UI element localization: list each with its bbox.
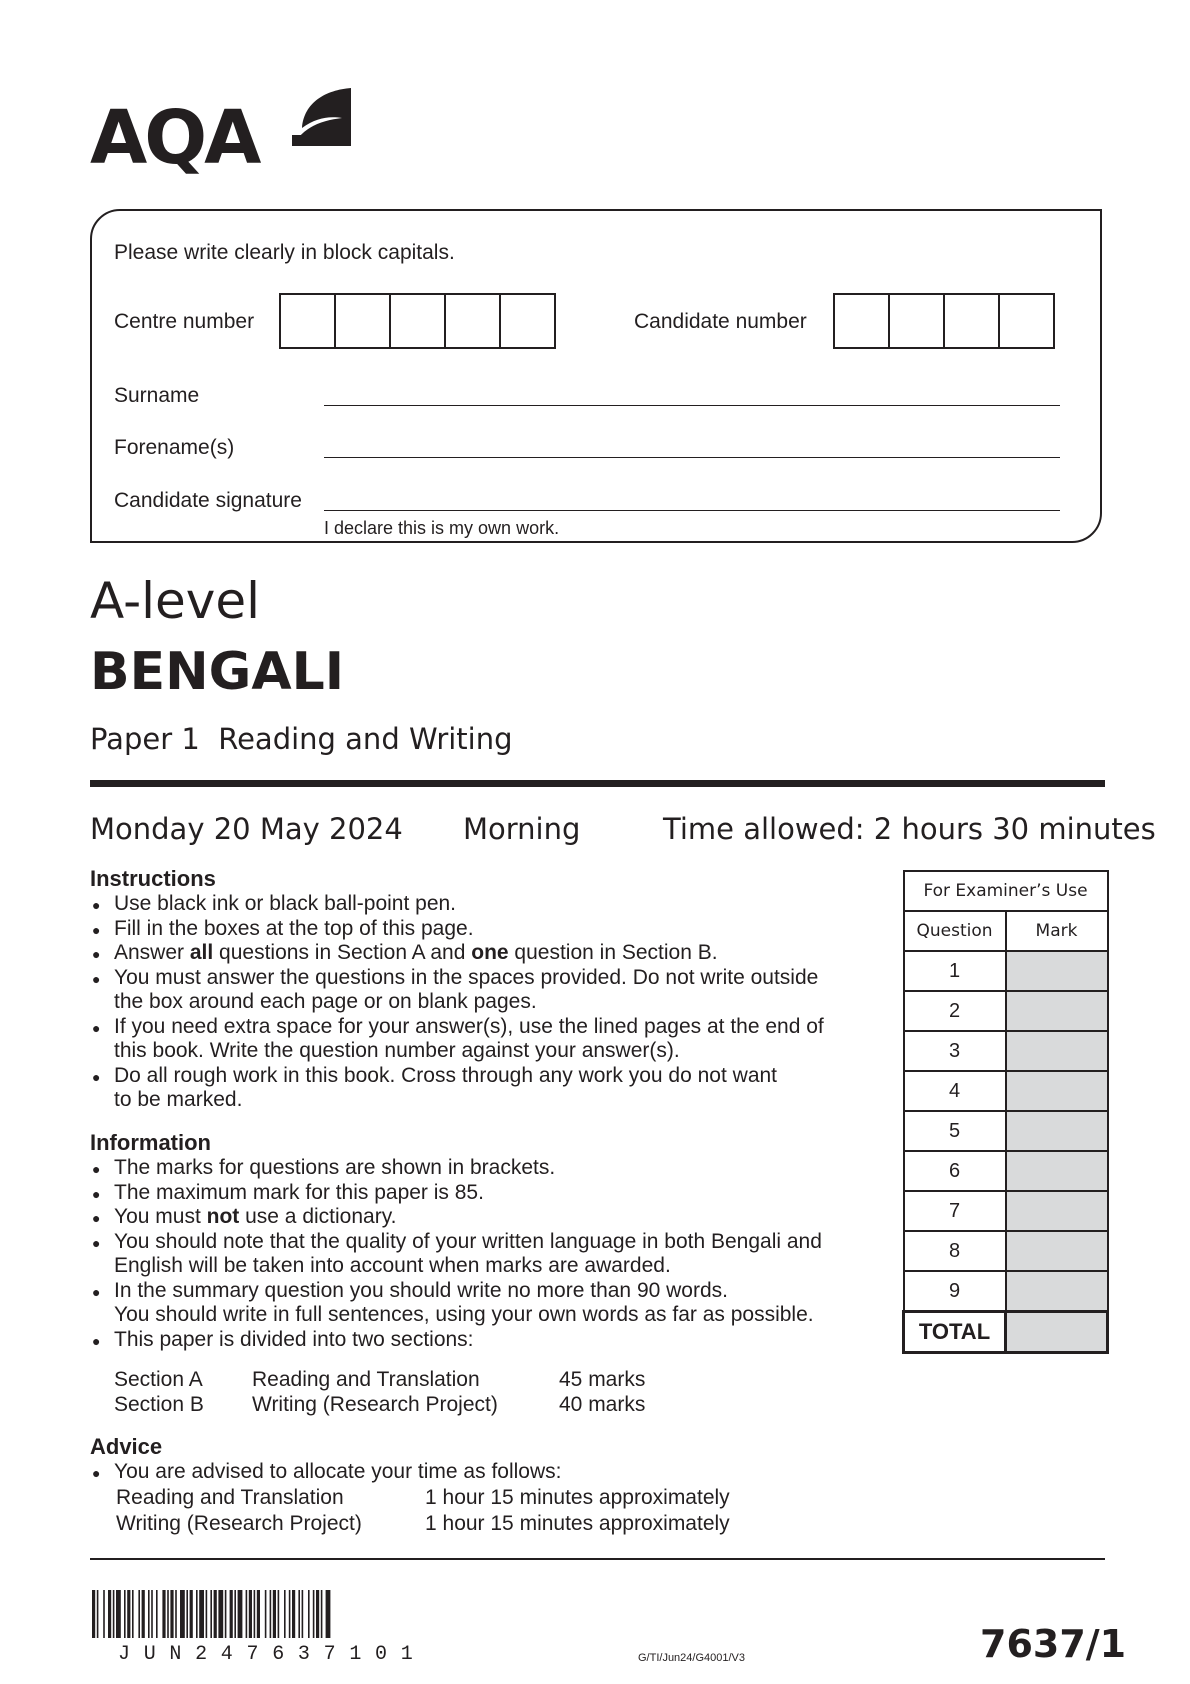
table-row [904,1191,1108,1231]
question-column-header: Question [904,911,1006,951]
centre-number-label: Centre number [114,310,255,333]
advice-time-1: 1 hour 15 minutes approximately [425,1486,730,1509]
signature-label: Candidate signature [114,489,302,512]
barcode-bar [225,1590,227,1638]
text-span: If you need extra space for your answer(s), use the lined pages at the end of [114,1014,824,1038]
mark-cell [1006,1231,1108,1271]
barcode-bar [127,1590,130,1638]
paper-code: 7637/1 [980,1622,1127,1666]
barcode-bar [206,1590,208,1638]
advice-list [90,1460,890,1485]
barcode-bar [254,1590,256,1638]
barcode-bar [151,1590,153,1638]
list-item: ● The maximum mark for this paper is 85. [90,1181,890,1206]
mark-cell [1006,951,1108,991]
table-row [904,951,1108,991]
list-item [90,1015,890,1064]
mark-column-header: Mark [1006,911,1108,951]
total-mark-cell [1006,1312,1108,1353]
mark-cell [1006,1151,1108,1191]
barcode-bar [273,1590,276,1638]
list-item: ● This paper is divided into two sections: [90,1328,890,1353]
table-row [904,991,1108,1031]
text-span: You must answer the questions in the spaces provided. Do not write outside [114,965,819,989]
question-number: 1 [904,951,1006,991]
text-span: English will be taken into account when marks are awarded. [114,1254,671,1277]
barcode-bar [292,1590,295,1638]
information-list [90,1156,890,1352]
question-number: 8 [904,1231,1006,1271]
barcode-bar [142,1590,145,1638]
question-number: 3 [904,1031,1006,1071]
candidate-number-label: Candidate number [634,310,807,333]
emphasis-all: all [189,941,214,964]
list-item: ● Use black ink or black ball-point pen. [90,892,890,917]
barcode-bar [234,1590,236,1638]
barcode-bar [289,1590,291,1638]
centre-digit-box[interactable] [389,293,446,349]
instructions-heading: Instructions [90,866,216,891]
instructions-list [90,892,890,1113]
advice-heading: Advice [90,1434,163,1459]
section-b-name: Section B [114,1393,204,1416]
centre-number-boxes[interactable] [279,293,556,349]
question-number: 6 [904,1151,1006,1191]
centre-digit-box[interactable] [444,293,501,349]
list-item [90,941,890,966]
barcode-bar [326,1590,331,1638]
list-item: ● Fill in the boxes at the top of this page. [90,917,890,942]
barcode-bar [138,1590,140,1638]
candidate-number-boxes[interactable] [833,293,1055,349]
paper-title: Paper 1 Reading and Writing [90,722,513,756]
barcode-bar [265,1590,267,1638]
text-span: In the summary question you should write no more than 90 words. [114,1278,728,1302]
table-row [904,1071,1108,1111]
advice-task-1: Reading and Translation [116,1486,344,1509]
aqa-logo [90,88,360,188]
text-span: the box around each page or on blank pages. [114,990,537,1013]
question-number: 5 [904,1111,1006,1151]
total-row [904,1312,1108,1353]
barcode-bar [230,1590,233,1638]
barcode-bar [175,1590,177,1638]
barcode-bar [278,1590,280,1638]
barcode-bar [284,1590,286,1638]
text-span: You must [114,1205,207,1228]
barcode-bar [167,1590,169,1638]
footer-divider [90,1558,1105,1560]
mark-cell [1006,991,1108,1031]
information-heading: Information [90,1130,211,1155]
question-number: 2 [904,991,1006,1031]
barcode-bar [180,1590,185,1638]
document-reference: G/TI/Jun24/G4001/V3 [638,1652,746,1664]
barcode-bar [308,1590,310,1638]
text-span: Answer [114,941,190,964]
table-row [904,1151,1108,1191]
barcode-bar [238,1590,243,1638]
barcode-bar [92,1590,95,1638]
qualification-level: A-level [90,572,261,630]
barcode-bar [218,1590,223,1638]
list-item: ● You are advised to allocate your time as follows: [90,1460,890,1485]
barcode-bar [257,1590,260,1638]
centre-digit-box[interactable] [499,293,556,349]
emphasis-one: one [471,941,509,964]
section-b-title: Writing (Research Project) [252,1393,498,1416]
barcode-bar [190,1590,193,1638]
list-item [90,1064,890,1113]
barcode-bar [270,1590,272,1638]
mark-cell [1006,1271,1108,1312]
barcode-bar [156,1590,158,1638]
centre-digit-box[interactable] [334,293,391,349]
barcode-bar [186,1590,188,1638]
barcode-bar [132,1590,134,1638]
barcode-bar [214,1590,217,1638]
question-number: 4 [904,1071,1006,1111]
mark-cell [1006,1111,1108,1151]
text-span: question in Section B. [508,941,718,964]
list-item [90,966,890,1015]
mark-cell [1006,1191,1108,1231]
advice-task-2: Writing (Research Project) [116,1512,362,1535]
text-span: questions in Section A and [213,941,472,964]
total-label: TOTAL [904,1312,1006,1353]
barcode-bar [321,1590,323,1638]
declaration-text: I declare this is my own work. [324,518,560,538]
mark-cell [1006,1071,1108,1111]
exam-date: Monday 20 May 2024 [90,812,403,846]
barcode-bar [103,1590,105,1638]
candidate-digit-box[interactable] [888,293,945,349]
examiner-use-table [902,870,1109,1354]
barcode-bar [116,1590,121,1638]
barcode-bar [249,1590,252,1638]
barcode-bar [210,1590,212,1638]
text-span: use a dictionary. [239,1205,397,1228]
list-item: ● The marks for questions are shown in brackets. [90,1156,890,1181]
question-number: 9 [904,1271,1006,1312]
barcode-bar [124,1590,126,1638]
leaf-icon [292,88,352,148]
text-span: to be marked. [114,1088,243,1111]
forename-label: Forename(s) [114,436,235,459]
list-item [90,1279,890,1328]
barcode-bar [170,1590,173,1638]
barcode-bar [108,1590,111,1638]
examiner-table-header: For Examiner’s Use [904,871,1108,911]
section-b-marks: 40 marks [559,1393,646,1416]
table-row [904,1231,1108,1271]
question-number: 7 [904,1191,1006,1231]
list-item [90,1230,890,1279]
barcode-bar [148,1590,150,1638]
barcode-bar [246,1590,248,1638]
barcode-image [92,1590,472,1638]
forename-field[interactable] [324,457,1060,458]
section-a-title: Reading and Translation [252,1368,480,1391]
barcode-bar [113,1590,115,1638]
text-span: this book. Write the question number against your answer(s). [114,1039,680,1062]
surname-label: Surname [114,384,200,407]
mark-cell [1006,1031,1108,1071]
barcode-bar [199,1590,204,1638]
time-allowed: Time allowed: 2 hours 30 minutes [663,812,1156,846]
text-span: Do all rough work in this book. Cross through any work you do not want [114,1063,778,1087]
barcode-bar [97,1590,99,1638]
emphasis-not: not [206,1205,240,1228]
text-span: You should note that the quality of your written language in both Bengali and [114,1229,822,1253]
barcode-number: JUN247637101 [118,1643,427,1666]
table-row [904,1031,1108,1071]
section-a-marks: 45 marks [559,1368,646,1391]
centre-digit-box[interactable] [279,293,336,349]
barcode-bar [313,1590,315,1638]
aqa-logo-text: AQA [90,95,259,181]
block-capitals-instruction: Please write clearly in block capitals. [114,241,455,264]
barcode-bar [196,1590,198,1638]
candidate-digit-box[interactable] [943,293,1000,349]
table-row [904,1111,1108,1151]
candidate-digit-box[interactable] [998,293,1055,349]
title-divider [90,780,1105,787]
barcode-bar [302,1590,304,1638]
exam-session: Morning [463,812,581,846]
barcode-bar [162,1590,165,1638]
surname-field[interactable] [324,405,1060,406]
list-item [90,1205,890,1230]
signature-field[interactable] [324,510,1060,511]
subject-title: BENGALI [90,642,345,702]
table-row [904,1271,1108,1312]
advice-time-2: 1 hour 15 minutes approximately [425,1512,730,1535]
candidate-digit-box[interactable] [833,293,890,349]
section-a-name: Section A [114,1368,203,1391]
barcode-bar [298,1590,300,1638]
text-span: You should write in full sentences, using your own words as far as possible. [114,1303,814,1326]
barcode-bar [316,1590,319,1638]
